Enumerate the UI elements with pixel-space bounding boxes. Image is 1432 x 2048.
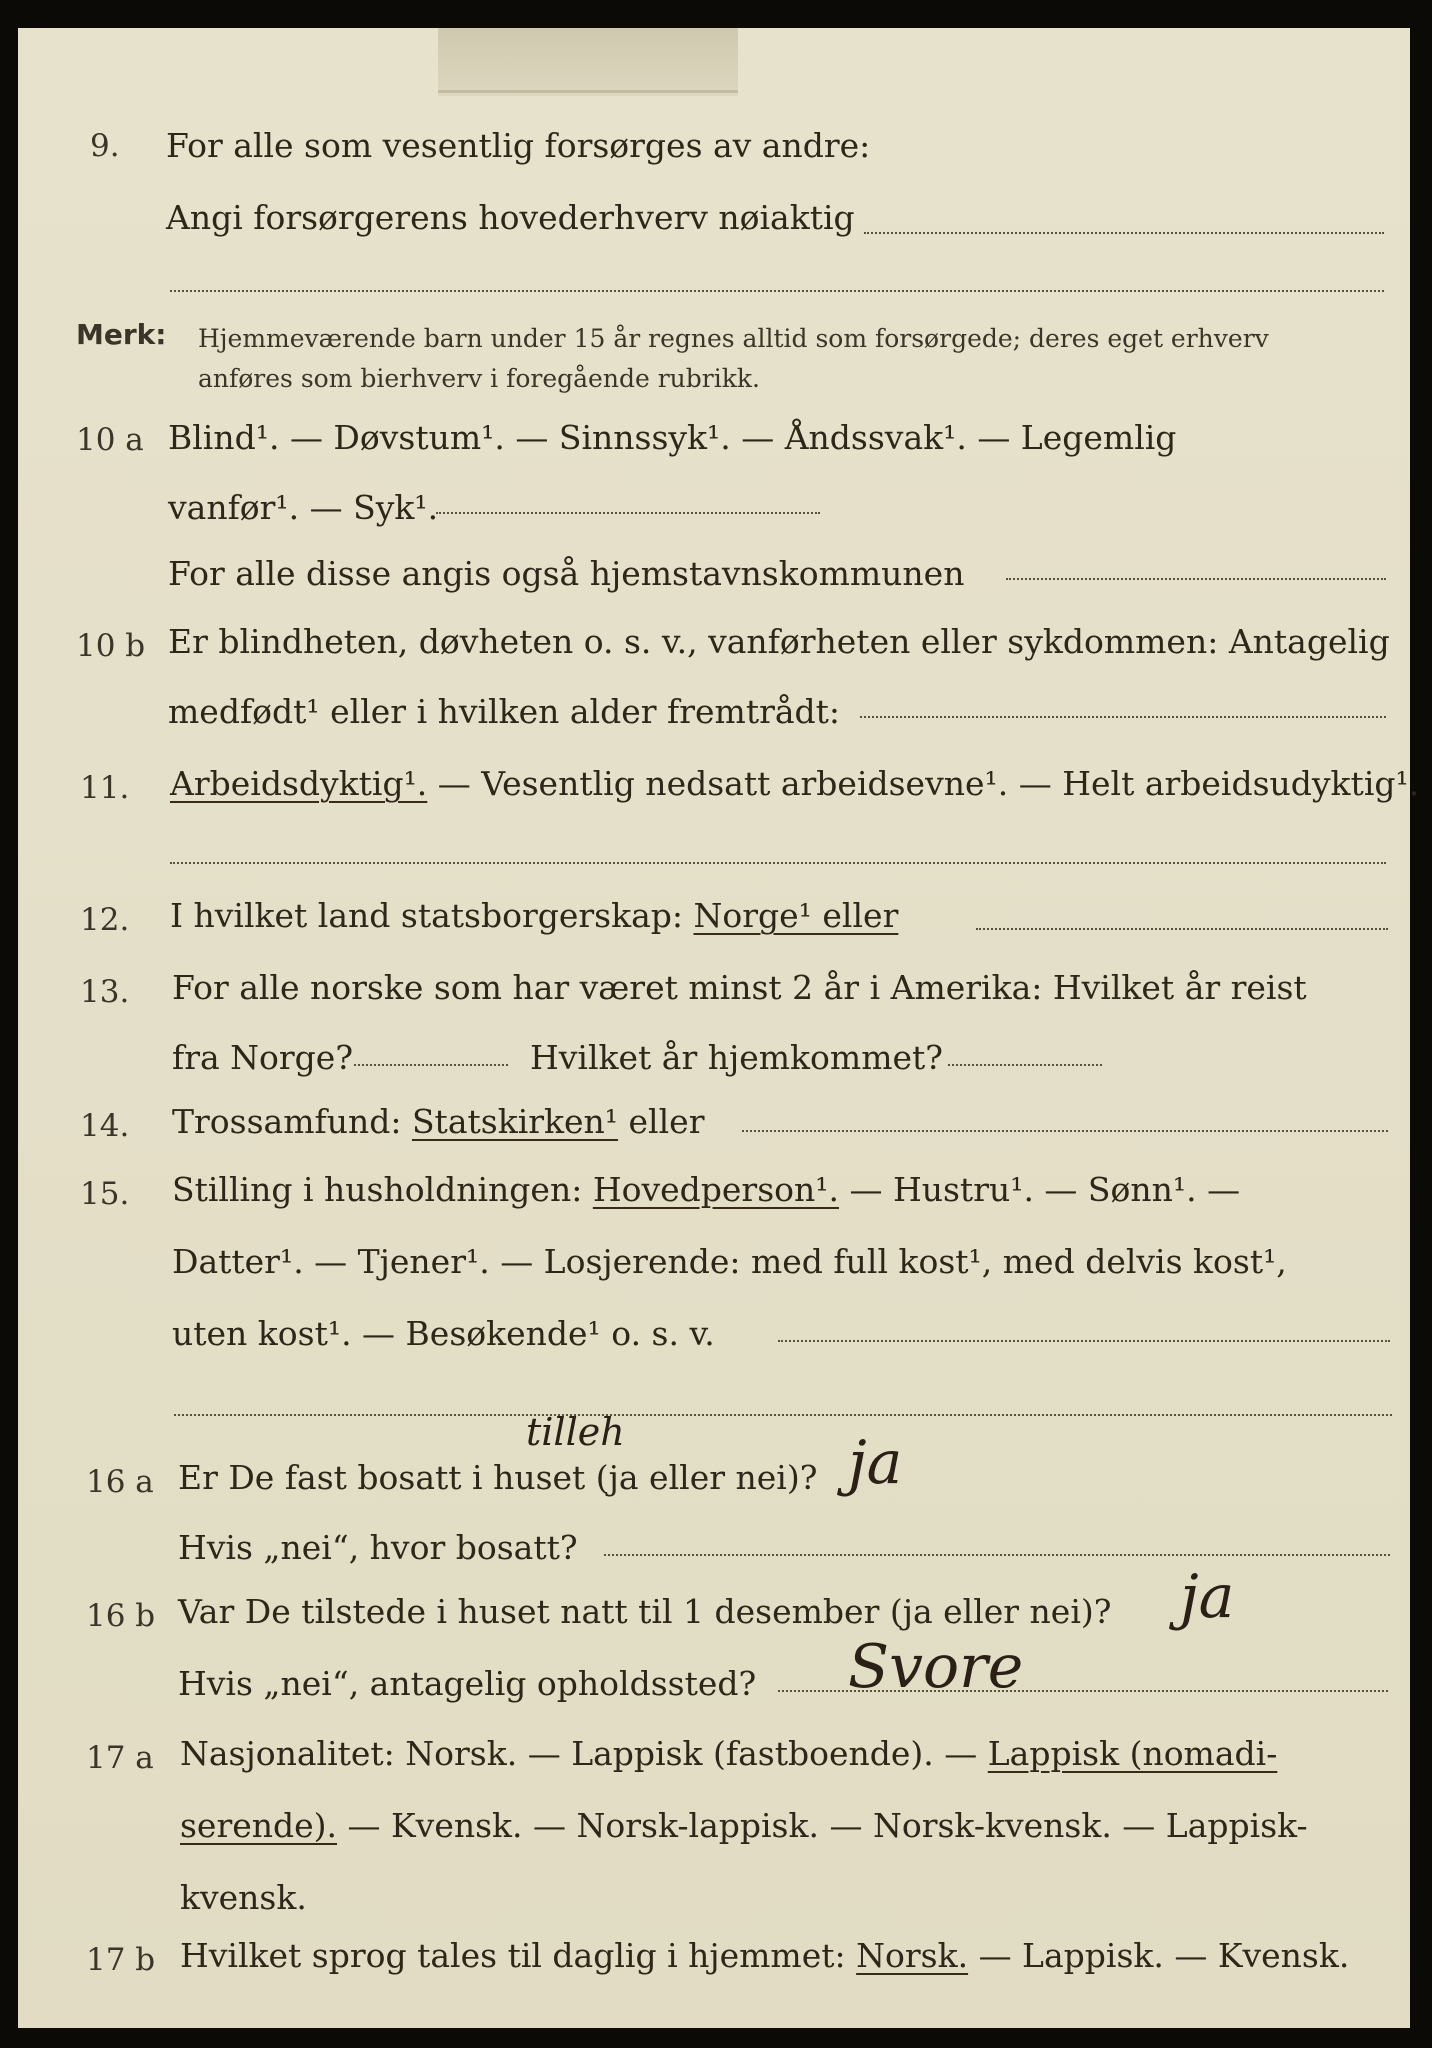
- question-9-line2: Angi forsørgerens hovederhverv nøiaktig: [166, 198, 855, 237]
- question-11-text: [170, 764, 1419, 803]
- answer-line-q12: [976, 928, 1388, 930]
- question-10b-number: 10 b: [76, 628, 146, 664]
- note-line2: anføres som bierhverv i foregående rubrikk.: [198, 364, 760, 393]
- question-10b-line2: medfødt¹ eller i hvilken alder fremtrådt:: [168, 692, 841, 731]
- question-16b-number: 16 b: [86, 1598, 156, 1634]
- answer-line-q10a: [436, 512, 820, 514]
- handwritten-answer-16b: ja: [1180, 1562, 1235, 1632]
- handwritten-answer-16a: ja: [848, 1428, 903, 1498]
- question-10a-number: 10 a: [76, 422, 144, 458]
- question-13-line1: For alle norske som har været minst 2 år i Amerika: Hvilket år reist: [172, 968, 1307, 1007]
- torn-paper-strip: [438, 28, 738, 96]
- answer-line-q16a: [604, 1554, 1390, 1556]
- question-17a-line2b: — Kvensk. — Norsk-lappisk. — Norsk-kvensk. — Lappisk-: [337, 1806, 1308, 1845]
- question-15-answer: Hovedperson¹.: [592, 1170, 839, 1209]
- question-16a-line1: Er De fast bosatt i huset (ja eller nei)?: [178, 1458, 818, 1497]
- question-14-text: [172, 1102, 704, 1141]
- question-15-line3: uten kost¹. — Besøkende¹ o. s. v.: [172, 1314, 715, 1353]
- question-12-number: 12.: [80, 902, 130, 938]
- question-17b-number: 17 b: [86, 1942, 156, 1978]
- question-11-selected: Arbeidsdyktig¹.: [170, 764, 428, 803]
- answer-line-q9-2: [170, 290, 1384, 292]
- question-15-label: Stilling i husholdningen:: [172, 1170, 593, 1209]
- question-16b-line1: Var De tilstede i huset natt til 1 desember (ja eller nei)?: [178, 1592, 1112, 1631]
- question-17b-label: Hvilket sprog tales til daglig i hjemmet:: [180, 1936, 857, 1975]
- answer-line-q9: [864, 232, 1384, 234]
- question-17b-rest: — Lappisk. — Kvensk.: [968, 1936, 1350, 1975]
- answer-line-q14: [742, 1130, 1388, 1132]
- question-17a-number: 17 a: [86, 1740, 154, 1776]
- question-15-line2: Datter¹. — Tjener¹. — Losjerende: med full kost¹, med delvis kost¹,: [172, 1242, 1287, 1281]
- answer-line-q10b: [860, 716, 1386, 718]
- question-10a-line1: Blind¹. — Døvstum¹. — Sinnssyk¹. — Åndssvak¹. — Legemlig: [168, 418, 1177, 457]
- question-10a-line2: vanfør¹. — Syk¹.: [168, 488, 439, 527]
- question-10b-line1: Er blindheten, døvheten o. s. v., vanførheten eller sykdommen: Antagelig: [168, 622, 1390, 661]
- question-17a-line1: [180, 1734, 1277, 1773]
- question-9-number: 9.: [90, 128, 120, 164]
- question-16a-number: 16 a: [86, 1464, 154, 1500]
- census-form-page: [18, 28, 1420, 2028]
- note-label: Merk:: [76, 318, 167, 351]
- question-14-answer: Statskirken¹: [411, 1102, 619, 1141]
- question-13-number: 13.: [80, 974, 130, 1010]
- question-12-text: [170, 896, 898, 935]
- answer-line-q15: [778, 1340, 1390, 1342]
- question-12-label: I hvilket land statsborgerskap:: [170, 896, 694, 935]
- question-16a-line2: Hvis „nei“, hvor bosatt?: [178, 1528, 578, 1567]
- question-17a-line1a: Nasjonalitet: Norsk. — Lappisk (fastboende). —: [180, 1734, 988, 1773]
- question-14-label: Trossamfund:: [172, 1102, 412, 1141]
- question-17a-answer-part2: serende).: [180, 1806, 338, 1845]
- question-17b-text: [180, 1936, 1349, 1975]
- answer-line-q13b: [948, 1064, 1102, 1066]
- handwritten-insertion: tilleh: [526, 1410, 625, 1454]
- question-12-answer: Norge¹ eller: [693, 896, 899, 935]
- answer-line-q10a-2: [1006, 578, 1386, 580]
- handwritten-answer-16b-place: Svore: [848, 1632, 1024, 1702]
- question-11-number: 11.: [80, 770, 130, 806]
- question-17a-answer-part1: Lappisk (nomadi-: [987, 1734, 1278, 1773]
- question-10a-line3: For alle disse angis også hjemstavnskommunen: [168, 554, 965, 593]
- torn-edge-shadow: [438, 90, 738, 93]
- question-17a-line3: kvensk.: [180, 1878, 307, 1917]
- question-14-number: 14.: [80, 1108, 130, 1144]
- question-13-line2b: Hvilket år hjemkommet?: [530, 1038, 943, 1077]
- question-17b-answer: Norsk.: [856, 1936, 969, 1975]
- question-17a-line2: [180, 1806, 1308, 1845]
- answer-line-q11: [170, 862, 1386, 864]
- answer-line-q15-2: [174, 1414, 1392, 1416]
- question-16b-line2: Hvis „nei“, antagelig opholdssted?: [178, 1664, 757, 1703]
- question-9-line1: For alle som vesentlig forsørges av andre:: [166, 126, 871, 165]
- answer-line-q13a: [354, 1064, 508, 1066]
- question-15-line1: [172, 1170, 1240, 1209]
- note-line1: Hjemmeværende barn under 15 år regnes alltid som forsørgede; deres eget erhverv: [198, 324, 1269, 353]
- question-11-rest: — Vesentlig nedsatt arbeidsevne¹. — Helt arbeidsudyktig¹.: [427, 764, 1420, 803]
- question-14-rest: eller: [618, 1102, 705, 1141]
- question-15-rest: — Hustru¹. — Sønn¹. —: [838, 1170, 1241, 1209]
- question-15-number: 15.: [80, 1176, 130, 1212]
- question-13-line2a: fra Norge?: [172, 1038, 354, 1077]
